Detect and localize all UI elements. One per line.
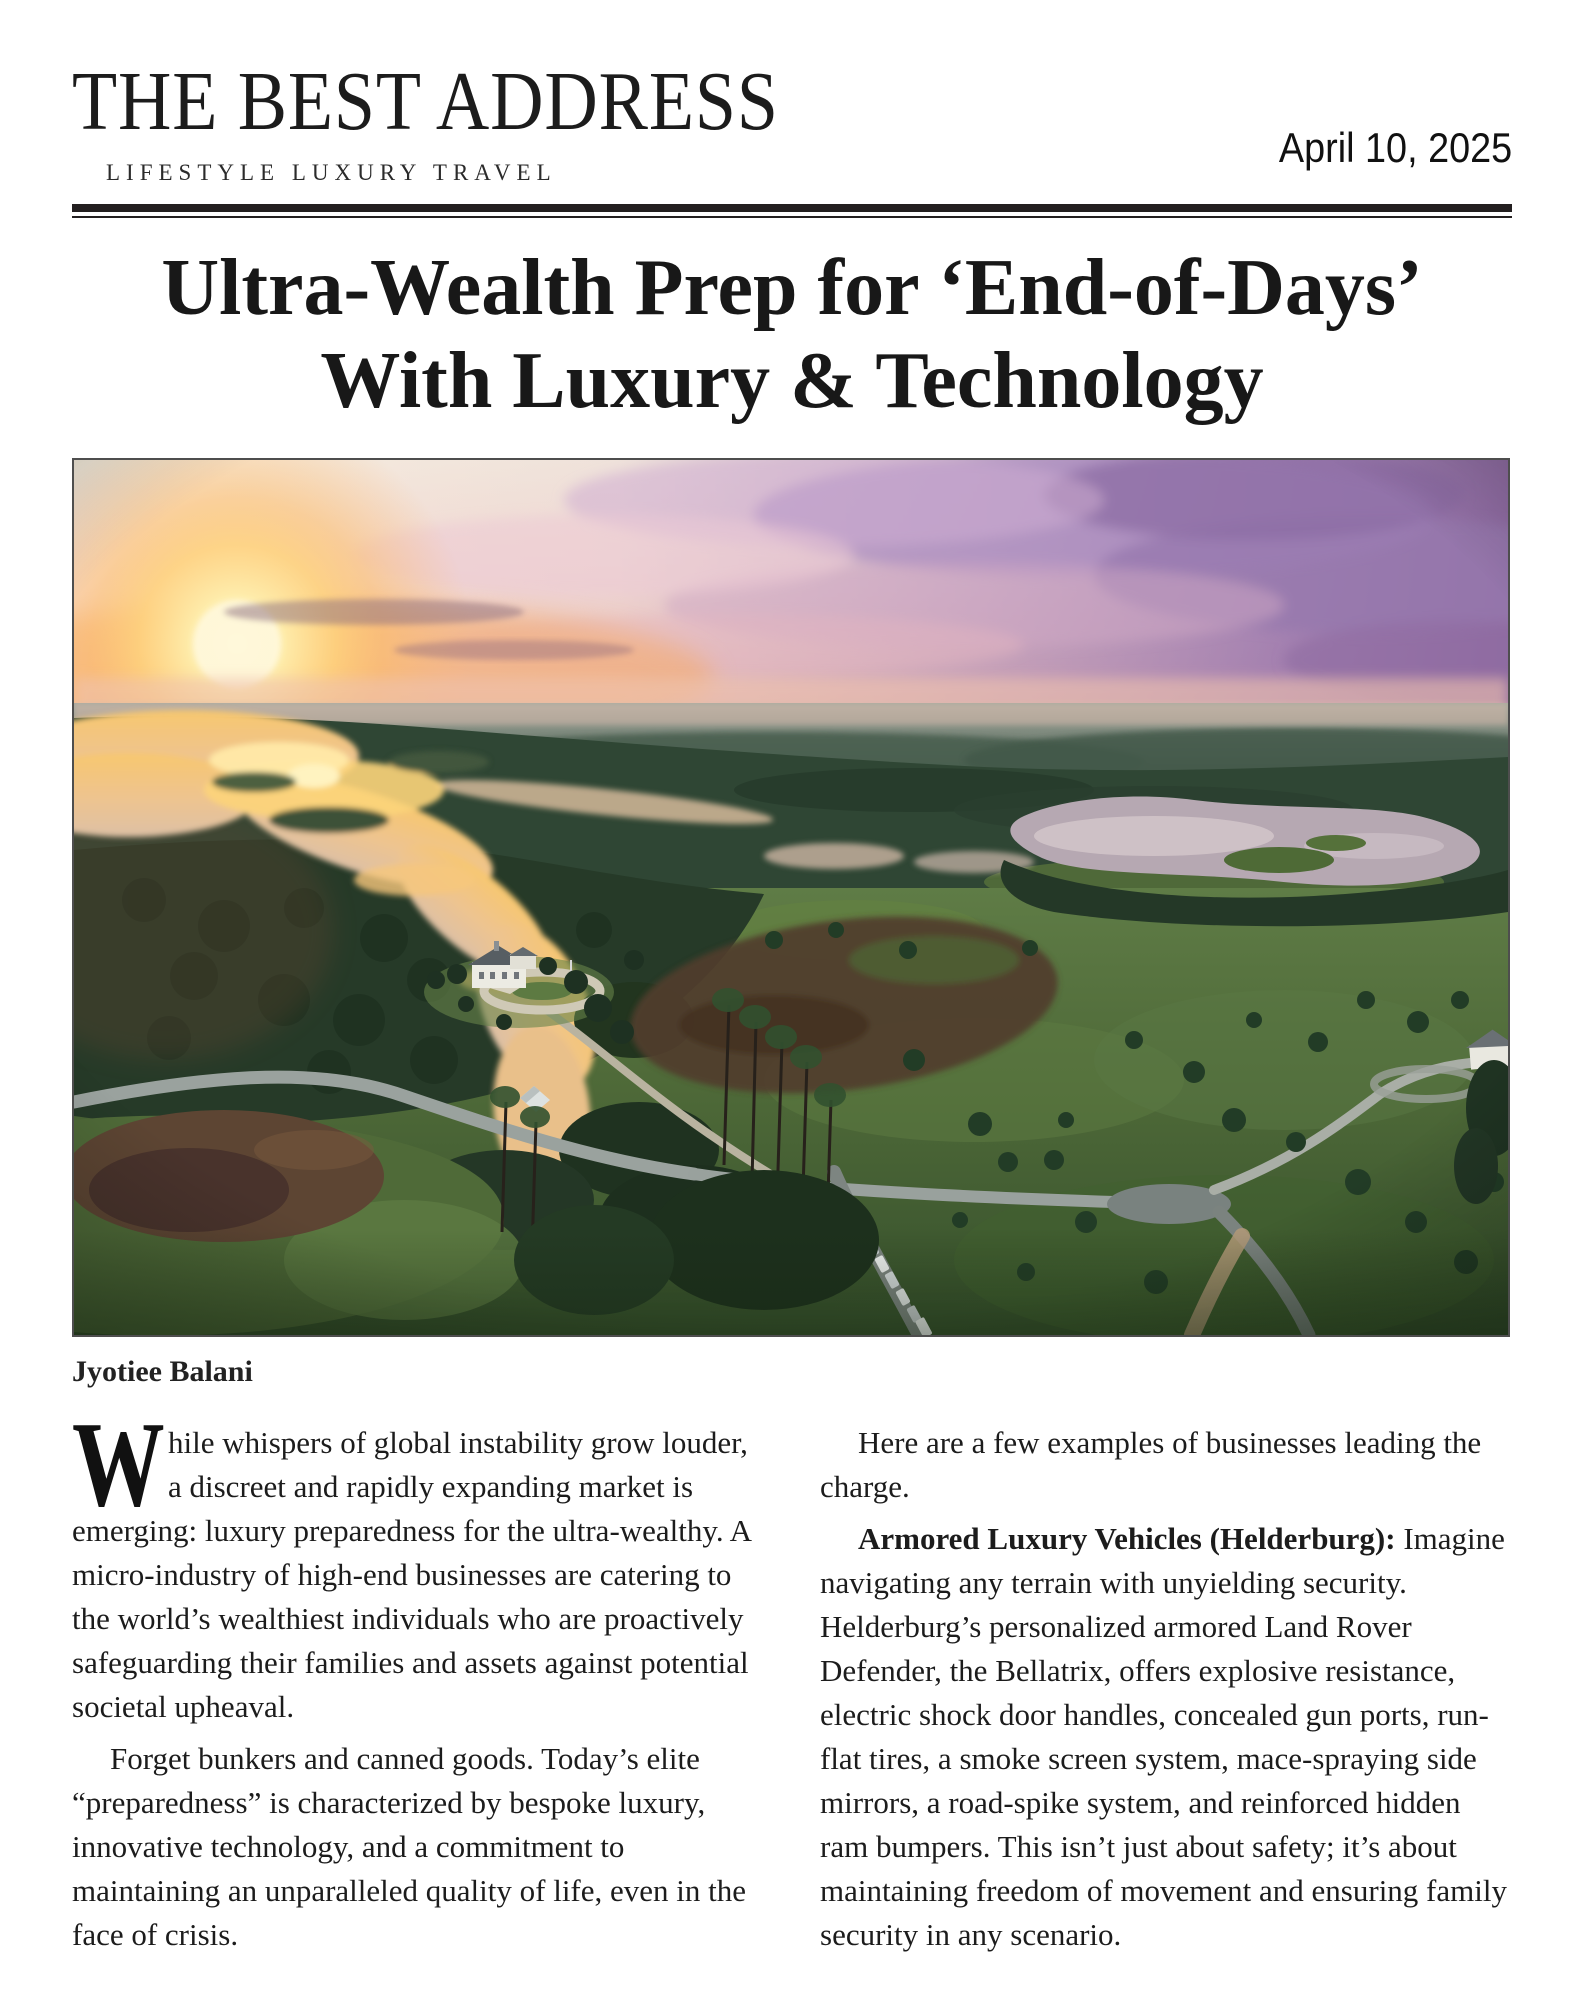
paragraph-text: Here are a few examples of businesses leading the charge. bbox=[820, 1425, 1482, 1504]
drop-cap: W bbox=[72, 1397, 165, 1532]
paragraph bbox=[820, 1421, 1512, 1509]
paragraph-text: Imagine navigating any terrain with unyielding security. Helderburg’s personalized armored Land Rover Defender, the Bellatrix, offers explosive resistance, electric shock door handles, concealed gun ports, run-flat tires, a smoke screen system, mace-spraying side mirrors, a road-spike system, and reinforced hidden ram bumpers. This isn’t just about safety; it’s about maintaining freedom of movement and ensuring family security in any scenario. bbox=[820, 1521, 1507, 1952]
column-right bbox=[820, 1421, 1512, 1965]
paragraph-lead: Armored Luxury Vehicles (Helderburg): bbox=[858, 1521, 1396, 1556]
aerial-estate-photo bbox=[72, 458, 1510, 1337]
issue-date: April 10, 2025 bbox=[1278, 124, 1512, 171]
bottom-shade bbox=[74, 1230, 1508, 1335]
vignette bbox=[74, 460, 1508, 1335]
paragraph bbox=[72, 1737, 764, 1957]
paragraph bbox=[72, 1397, 764, 1729]
photo-credit: Jyotiee Balani bbox=[72, 1355, 253, 1388]
article-headline bbox=[72, 242, 1512, 428]
publication-tagline: LIFESTYLE LUXURY TRAVEL bbox=[106, 160, 557, 185]
paragraph-text: Forget bunkers and canned goods. Today’s elite “preparedness” is characterized by bespoke luxury, innovative technology, and a commitment to maintaining an unparalleled quality of life, even in the face of crisis. bbox=[72, 1741, 747, 1952]
aerial-estate-illustration bbox=[74, 460, 1508, 1335]
publication-logo: THE BEST ADDRESS bbox=[72, 55, 779, 148]
paragraph bbox=[820, 1517, 1512, 1957]
article-body bbox=[72, 1397, 1512, 1965]
headline-line2: With Luxury & Technology bbox=[320, 337, 1264, 425]
paragraph-text: hile whispers of global instability grow louder, a discreet and rapidly expanding market is emerging: luxury preparedness for the ultra-wealthy. A micro-industry of high-end businesses are catering to the world’s wealthiest individuals who are proactively safeguarding their families and assets against potential societal upheaval. bbox=[72, 1425, 751, 1724]
masthead bbox=[72, 55, 1512, 186]
masthead-rule-thin bbox=[72, 216, 1512, 218]
headline-line1: Ultra-Wealth Prep for ‘End-of-Days’ bbox=[161, 244, 1423, 332]
column-left bbox=[72, 1397, 764, 1965]
masthead-rule-thick bbox=[72, 204, 1512, 212]
